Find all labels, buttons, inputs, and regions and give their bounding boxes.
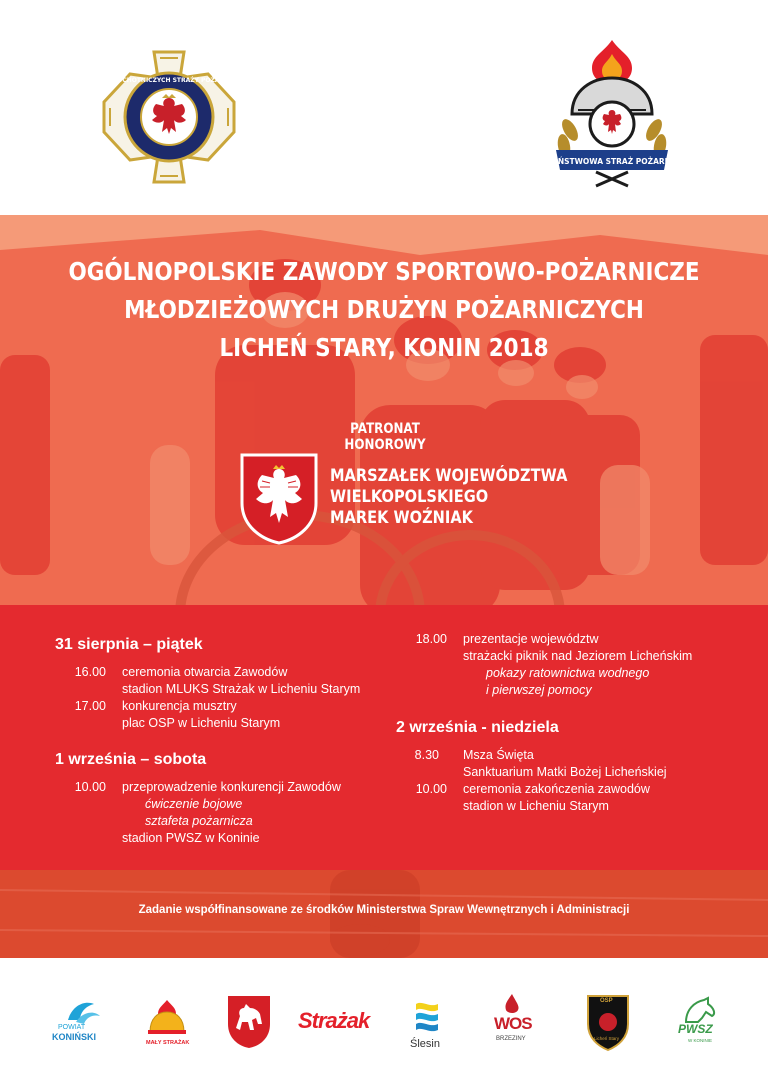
- day-1-event-2-title: konkurencja musztry: [122, 699, 237, 713]
- patron-line-1: MARSZAŁEK WOJEWÓDZTWA: [330, 466, 568, 486]
- day-2-event-2-sub-2: i pierwszej pomocy: [486, 683, 592, 697]
- day-2-event-2-title: prezentacje województw: [463, 632, 599, 646]
- day-3-event-2-title: ceremonia zakończenia zawodów: [463, 782, 650, 796]
- wave-icon: [50, 996, 116, 1026]
- day-2-event-1-sub-2: sztafeta pożarnicza: [145, 814, 253, 828]
- day-3-event-1-time: 8.30: [414, 748, 439, 762]
- day-2-event-2-sub-1: pokazy ratownictwa wodnego: [486, 666, 650, 680]
- day-2-event-1-time: 10.00: [74, 780, 106, 794]
- day-1-event-2-time: 17.00: [74, 699, 106, 713]
- day-1-event-1-place: stadion MLUKS Strażak w Licheniu Starym: [122, 682, 361, 696]
- day-2-event-2-time: 18.00: [415, 632, 447, 646]
- maly-strazak-logo: [142, 998, 192, 1050]
- title-line-3: LICHEŃ STARY, KONIN 2018: [219, 333, 549, 362]
- strazak-logo: Strażak: [298, 1008, 370, 1033]
- photo-band: [0, 215, 768, 615]
- waves-icon: [408, 998, 448, 1036]
- osp-top-label: OSP: [600, 998, 613, 1004]
- patron-name: [330, 466, 567, 529]
- day-2-event-1-sub-1: ćwiczenie bojowe: [145, 797, 243, 811]
- day-2-event-1-title: przeprowadzenie konkurencji Zawodów: [122, 780, 341, 794]
- wos-sub: BRZEZINY: [496, 1036, 526, 1042]
- schedule: [0, 605, 768, 870]
- day-1-heading: 31 sierpnia – piątek: [55, 636, 203, 653]
- day-3-event-1-place: Sanktuarium Matki Bożej Licheńskiej: [463, 765, 667, 779]
- slesin-logo: [408, 998, 448, 1052]
- wos-brzeziny-logo: [490, 992, 540, 1050]
- patron-line-2: WIELKOPOLSKIEGO: [330, 487, 489, 507]
- pwsz-label: PWSZ: [678, 1022, 713, 1036]
- pwsz-logo: [676, 996, 724, 1050]
- powiat-line-1: POWIAT: [58, 1024, 86, 1031]
- powiat-line-2: KONIŃSKI: [52, 1032, 97, 1042]
- day-2-event-2-place: strażacki piknik nad Jeziorem Licheńskim: [463, 649, 693, 663]
- day-2-heading: 1 września – sobota: [55, 751, 207, 768]
- helmet-icon: [142, 998, 192, 1038]
- day-3-event-2-time: 10.00: [415, 782, 447, 796]
- patron-line-3: MAREK WOŹNIAK: [330, 508, 474, 528]
- funding-note: Zadanie współfinansowane ze środków Ministerstwa Spraw Wewnętrznych i Administracji: [138, 904, 630, 916]
- pwsz-sub: W KONINIE: [688, 1038, 713, 1043]
- day-1-event-2-place: plac OSP w Licheniu Starym: [122, 716, 281, 730]
- wos-text: WOS: [494, 1014, 532, 1033]
- day-3-heading: 2 września - niedziela: [396, 719, 559, 736]
- patronat-label: PATRONAT HONOROWY: [344, 421, 426, 453]
- day-3-event-2-place: stadion w Licheniu Starym: [463, 799, 609, 813]
- wielkopolska-eagle-crest-icon: [240, 453, 318, 545]
- sponsor-logos: [0, 958, 768, 1087]
- event-title: [54, 253, 714, 367]
- psp-emblem-icon: [548, 38, 676, 188]
- slesin-label: Ślesin: [410, 1038, 440, 1050]
- day-1-event-1-title: ceremonia otwarcia Zawodów: [122, 665, 288, 679]
- day-2-event-1-place: stadion PWSZ w Koninie: [122, 831, 260, 845]
- maly-strazak-label: MAŁY STRAŻAK: [146, 1040, 190, 1046]
- osp-ring-text: ZWIĄZEK OCHOTNICZYCH STRAŻY POŻARNYCH RP: [84, 77, 254, 84]
- funding-band: [0, 870, 768, 958]
- zwiazek-osp-emblem-icon: [84, 48, 254, 186]
- header: [0, 0, 768, 215]
- powiat-koninski-logo: [50, 996, 116, 1048]
- title-line-2: MŁODZIEŻOWYCH DRUŻYN POŻARNICZYCH: [124, 295, 644, 324]
- title-line-1: OGÓLNOPOLSKIE ZAWODY SPORTOWO-POŻARNICZE: [68, 257, 700, 286]
- day-1-event-1-time: 16.00: [74, 665, 106, 679]
- osp-bottom-label: Licheń Stary: [594, 1036, 620, 1041]
- osp-lichen-logo: [584, 992, 632, 1052]
- konin-horse-crest-icon: [226, 994, 272, 1050]
- psp-ribbon-text: PAŃSTWOWA STRAŻ POŻARNA: [547, 157, 677, 166]
- day-3-event-1-title: Msza Święta: [463, 748, 534, 762]
